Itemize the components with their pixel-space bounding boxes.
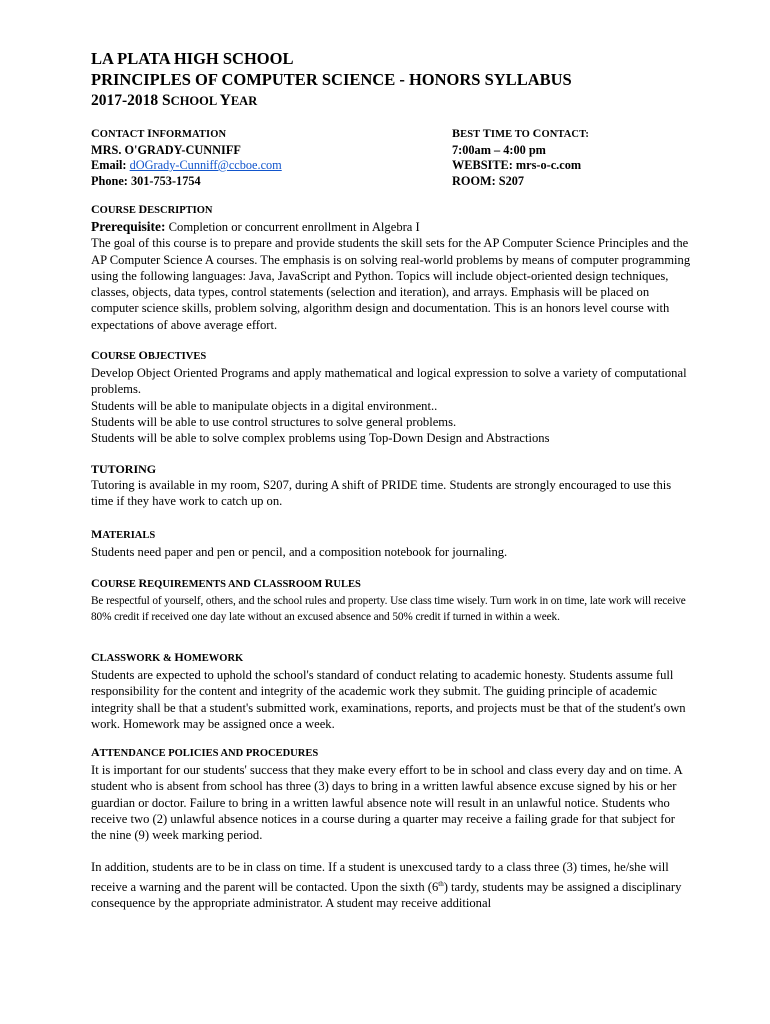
- course-objectives-section: [91, 348, 691, 446]
- attendance-paragraph-1: It is important for our students' success that they make every effort to be in school and class every day and on time. A student who is absent from school has three (3) days to bring in a written lawful absence excuse signed by his or her guardian or doctor. Failure to bring in a written lawful absence note will result in an unlawful notice. Students who receive two (2) unlawful absence notices in a course during a quarter may receive a failing grade for that subject for the nine (9) week marking period.: [91, 763, 682, 843]
- attendance-paragraph-2: In addition, students are to be in class on time. If a student is unexcused tardy to a class three (3) times, he/she will receive a warning and the parent will be contacted. Upon the sixth (6th) tardy, students may be assigned a disciplinary consequence by the appropriate administrator. A student may receive additional: [91, 860, 682, 911]
- objective-item: Develop Object Oriented Programs and apply mathematical and logical expression to solve a variety of computational problems.: [91, 366, 687, 397]
- teacher-name: MRS. O'GRADY-CUNNIFF: [91, 142, 241, 157]
- objective-item: Students will be able to use control structures to solve general problems.: [91, 414, 457, 429]
- tutoring-heading: TUTORING: [91, 462, 157, 476]
- document-title: [91, 48, 572, 112]
- classwork-section: [91, 650, 691, 732]
- classwork-heading: CLASSWORK & HOMEWORK: [91, 650, 244, 664]
- contact-hours: 7:00am – 4:00 pm: [452, 142, 546, 157]
- requirements-heading: COURSE REQUIREMENTS AND CLASSROOM RULES: [91, 576, 361, 590]
- website: WEBSITE: mrs-o-c.com: [452, 158, 582, 172]
- objective-item: Students will be able to solve complex problems using Top-Down Design and Abstractions: [91, 431, 550, 446]
- best-time-heading: BEST TIME TO CONTACT:: [452, 126, 589, 140]
- prerequisite: Prerequisite: Completion or concurrent enrollment in Algebra I: [91, 219, 420, 234]
- classwork-body: Students are expected to uphold the school's standard of conduct relating to academic honesty. Students assume full responsibility for the content and integrity of the academic work they submit. The guiding principle of academic integrity shall be that a student's submitted work, examinations, reports, and projects must be that of the student's own work. Homework may be assigned once a week.: [91, 668, 686, 731]
- contact-heading: CONTACT INFORMATION: [91, 126, 227, 140]
- best-time-to-contact: [452, 126, 589, 189]
- requirements-section: [91, 576, 691, 625]
- title-year: 2017-2018 SCHOOL YEAR: [91, 92, 258, 109]
- contact-information: [91, 126, 282, 189]
- materials-heading: MATERIALS: [91, 527, 156, 541]
- tutoring-section: [91, 462, 691, 510]
- email-link[interactable]: dOGrady-Cunniff@ccboe.com: [129, 158, 282, 172]
- course-description-body: The goal of this course is to prepare and provide students the skill sets for the AP Computer Science Principles and the AP Computer Science A courses. The emphasis is on solving real-world problems by means of computer programming using the following languages: Java, JavaScript and Python. Topics will include object-oriented design techniques, classes, objects, data types, control statements (selection and iteration), and arrays. Emphasis will be placed on computer science skills, problem solving, algorithm design and documentation. This is an honors level course with expectations of above average effort.: [91, 236, 691, 332]
- course-description-section: [91, 202, 691, 333]
- course-description-heading: COURSE DESCRIPTION: [91, 202, 213, 216]
- tutoring-body: Tutoring is available in my room, S207, during A shift of PRIDE time. Students are strongly encouraged to use this time if they have work to catch up on.: [91, 478, 672, 509]
- title-school: LA PLATA HIGH SCHOOL: [91, 49, 294, 68]
- email-line: Email: dOGrady-Cunniff@ccboe.com: [91, 158, 282, 172]
- room: ROOM: S207: [452, 173, 525, 188]
- course-objectives-heading: COURSE OBJECTIVES: [91, 348, 207, 362]
- title-course: PRINCIPLES OF COMPUTER SCIENCE - HONORS SYLLABUS: [91, 70, 572, 89]
- attendance-section: [91, 745, 691, 912]
- materials-section: [91, 527, 691, 560]
- materials-body: Students need paper and pen or pencil, and a composition notebook for journaling.: [91, 545, 508, 559]
- attendance-heading: ATTENDANCE POLICIES AND PROCEDURES: [91, 745, 319, 759]
- phone: Phone: 301-753-1754: [91, 173, 201, 188]
- requirements-body: Be respectful of yourself, others, and the school rules and property. Use class time wisely. Turn work in on time, late work will receive 80% credit if received one day late without an excused absence and 50% credit if turned in within a week.: [91, 595, 686, 623]
- objective-item: Students will be able to manipulate objects in a digital environment..: [91, 398, 438, 413]
